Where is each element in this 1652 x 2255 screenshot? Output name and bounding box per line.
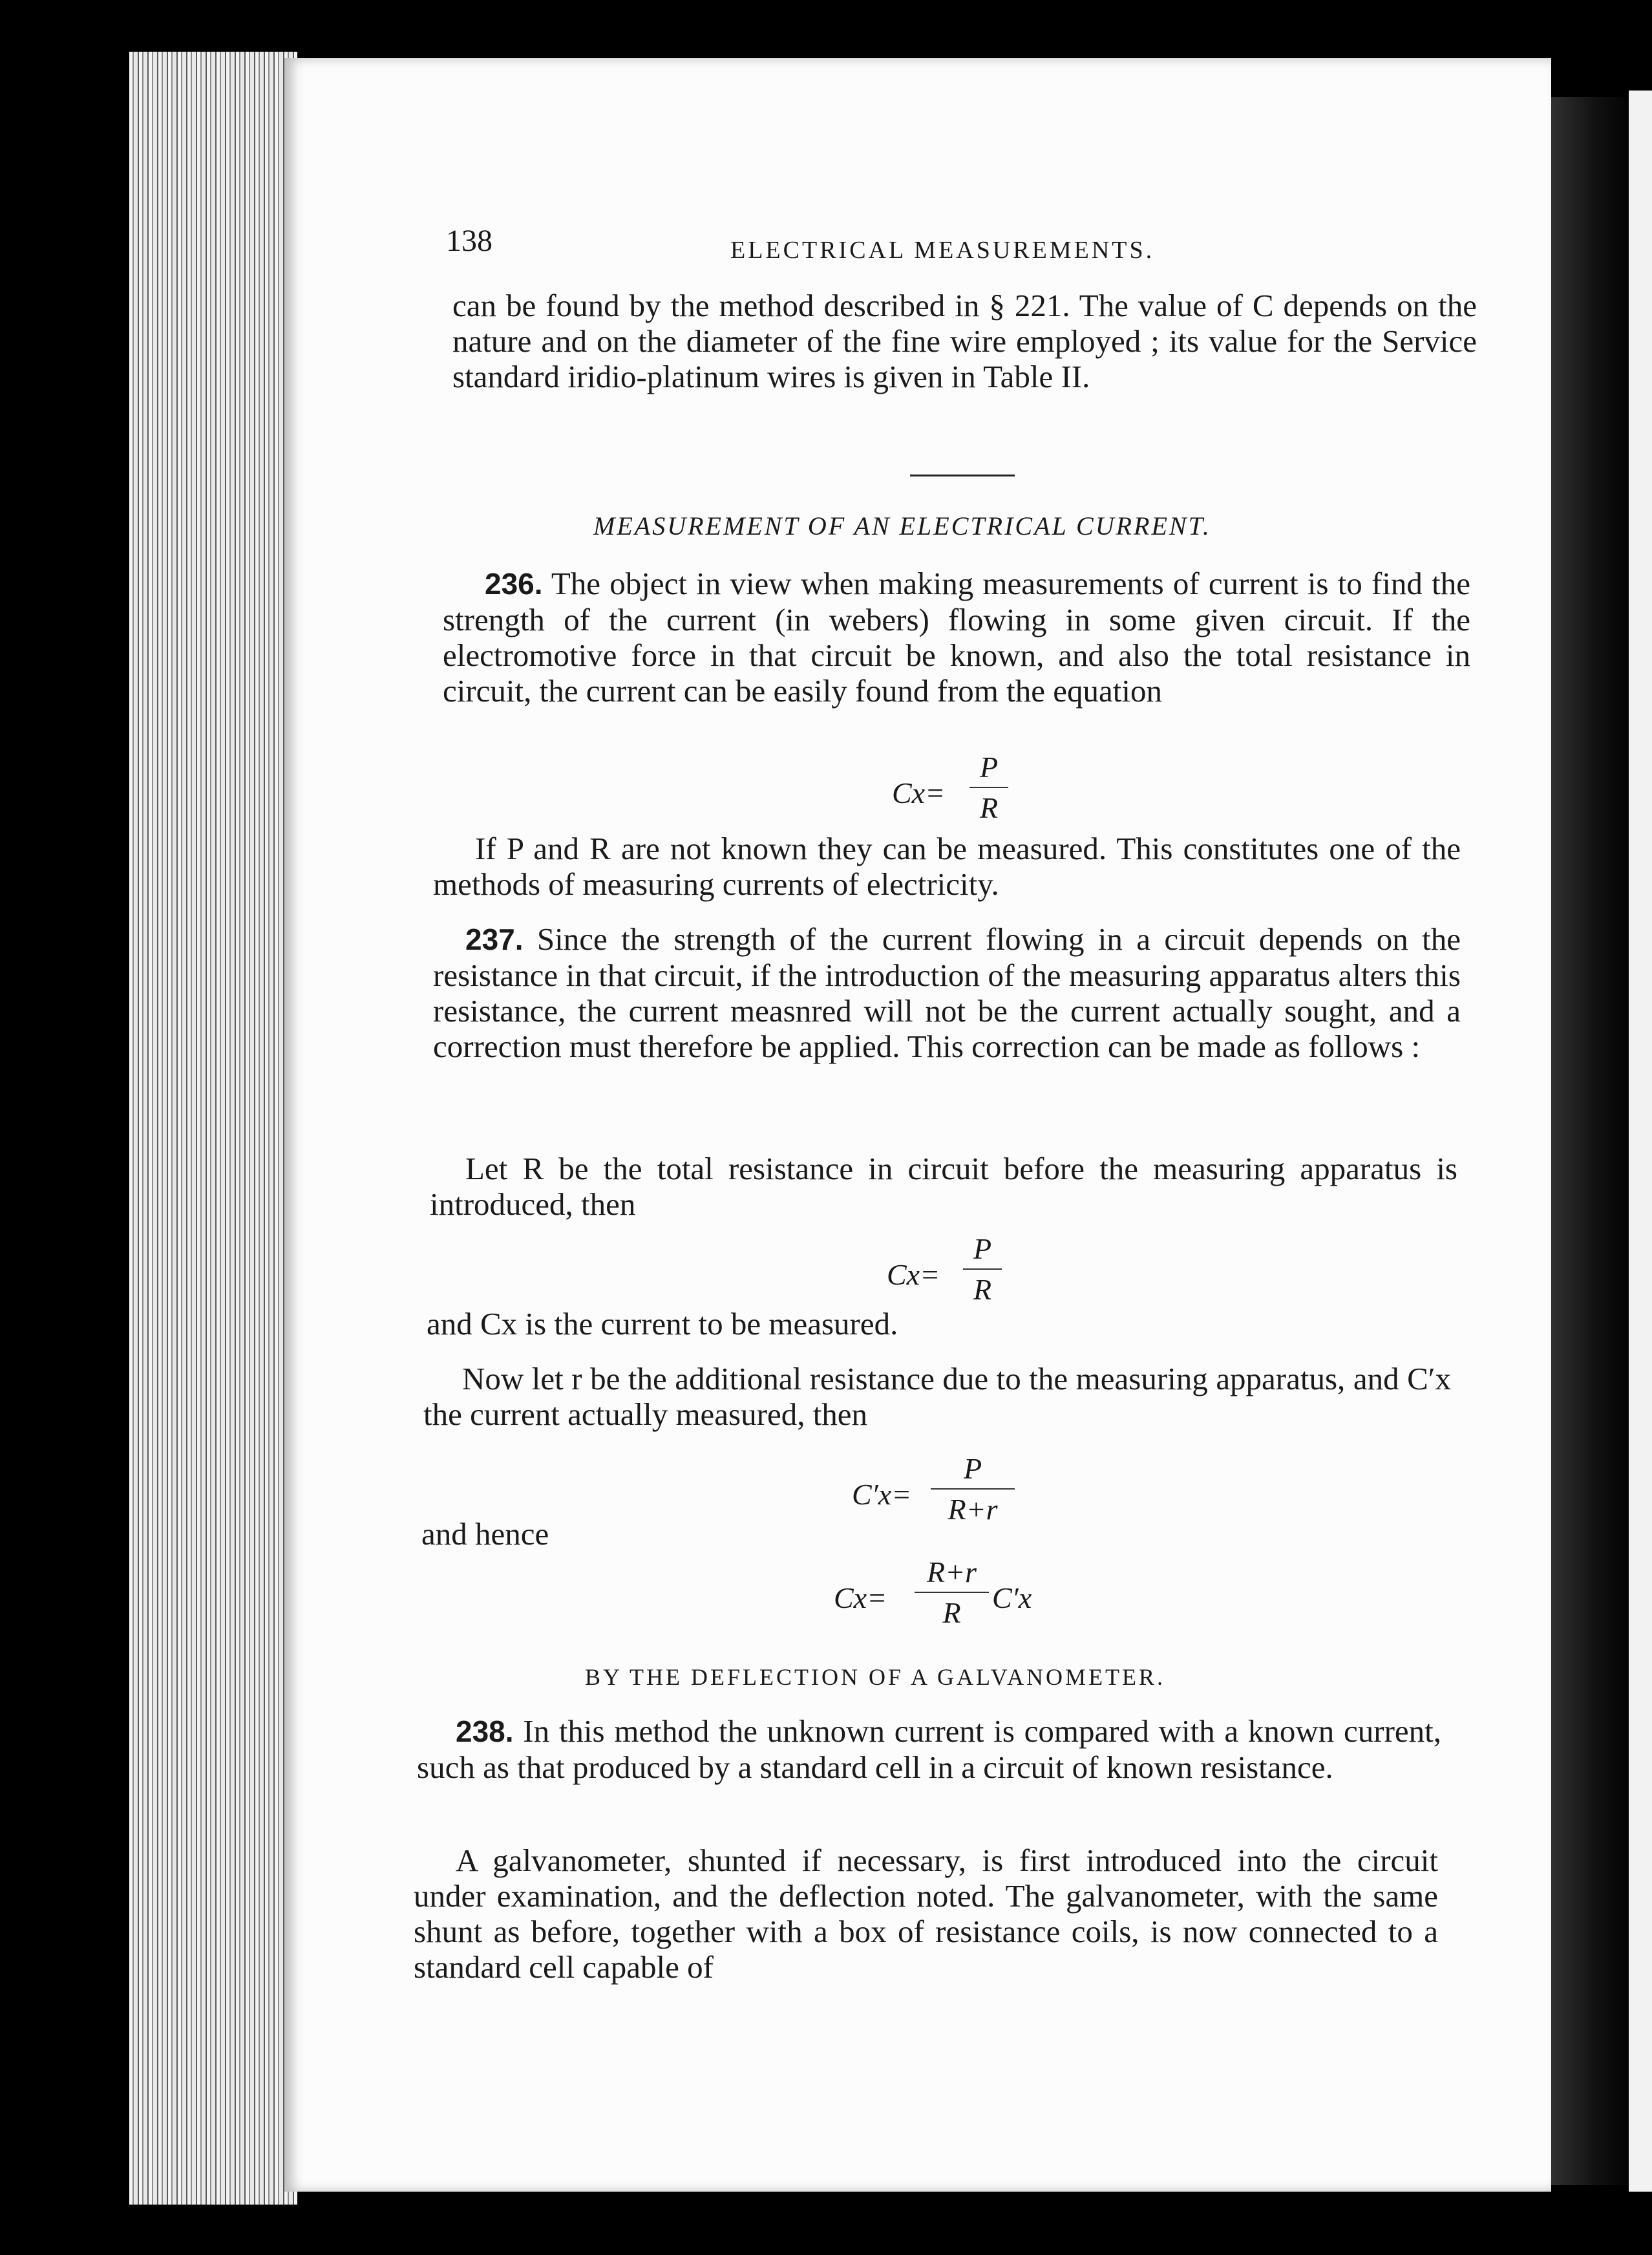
equation-1-fraction xyxy=(969,750,1008,825)
equation-3-lhs: C′x= xyxy=(852,1478,912,1511)
equation-1-lhs: Cx= xyxy=(892,776,946,809)
section-heading: MEASUREMENT OF AN ELECTRICAL CURRENT. xyxy=(593,511,1211,540)
paragraph-text: In this method the unknown current is compared with a known current, such as that produced by a standard cell in a circuit of known resistance. xyxy=(417,1713,1442,1785)
running-header xyxy=(446,223,1545,268)
paragraph-number: 238. xyxy=(456,1715,514,1748)
intro-paragraph: can be found by the method described in § 221. The value of C depends on the nature and on the diameter of the fine wire employed ; its value for the Service standard iridio-platinum wires is given in Table II. xyxy=(452,288,1477,394)
paragraph-237 xyxy=(433,921,1461,1064)
equation-4-rhs: C′x xyxy=(992,1581,1032,1614)
fraction-bar xyxy=(915,1592,989,1593)
fraction-bar xyxy=(931,1488,1015,1490)
numerator: P xyxy=(963,1452,982,1485)
subheading: BY THE DEFLECTION OF A GALVANOMETER. xyxy=(585,1664,1166,1690)
fraction-bar xyxy=(969,787,1008,788)
paragraph-number: 237. xyxy=(465,923,524,956)
gutter-shadow xyxy=(1538,97,1635,2185)
denominator: R+r xyxy=(948,1493,998,1526)
paragraph-last: A galvanometer, shunted if necessary, is first introduced into the circuit under examination, and the deflection noted. The galvanometer, with the same shunt as before, together with a box of resistance coils, is now connected to a standard cell capable of xyxy=(414,1843,1438,1985)
paragraph-and-hence: and hence xyxy=(421,1516,549,1552)
section-rule xyxy=(910,475,1015,476)
numerator: P xyxy=(973,1232,992,1265)
facing-page-edge xyxy=(1629,91,1652,2192)
book-page-edges xyxy=(129,52,297,2205)
equation-3-fraction xyxy=(931,1451,1015,1526)
running-title: ELECTRICAL MEASUREMENTS. xyxy=(730,237,1155,264)
paragraph-now: Now let r be the additional resistance due to the measuring apparatus, and C′x the current actually measured, then xyxy=(423,1361,1451,1432)
numerator: R+r xyxy=(926,1555,977,1588)
paragraph-let: Let R be the total resistance in circuit before the measuring apparatus is introduced, then xyxy=(430,1151,1457,1222)
denominator: R xyxy=(979,791,999,824)
equation-2-lhs: Cx= xyxy=(887,1258,940,1291)
denominator: R xyxy=(942,1596,961,1629)
page-number: 138 xyxy=(446,224,492,258)
paragraph-236b: If P and R are not known they can be measured. This constitutes one of the methods of measuring currents of electricity. xyxy=(433,831,1461,902)
numerator: P xyxy=(979,751,999,784)
paragraph-236 xyxy=(443,566,1470,709)
equation-4-fraction xyxy=(915,1555,989,1630)
paragraph-number: 236. xyxy=(485,567,543,601)
paragraph-text: Since the strength of the current flowing in a circuit depends on the resistance in that circuit, if the introduction of the measuring apparatus alters this resistance, the current measnred will not be the current actually sought, and a correction must therefore be applied. This correction can be made as follows : xyxy=(433,921,1461,1064)
equation-2-fraction xyxy=(963,1232,1002,1307)
denominator: R xyxy=(973,1273,992,1306)
equation-4-lhs: Cx= xyxy=(834,1581,887,1614)
fraction-bar xyxy=(963,1268,1002,1270)
paragraph-text: The object in view when making measurements of current is to find the strength of the current (in webers) flowing in some given circuit. If the electromotive force in that circuit be known, and also the total resistance in circuit, the current can be easily found from the equation xyxy=(443,566,1470,709)
paragraph-and-cx: and Cx is the current to be measured. xyxy=(427,1306,898,1341)
paragraph-238 xyxy=(417,1713,1441,1785)
